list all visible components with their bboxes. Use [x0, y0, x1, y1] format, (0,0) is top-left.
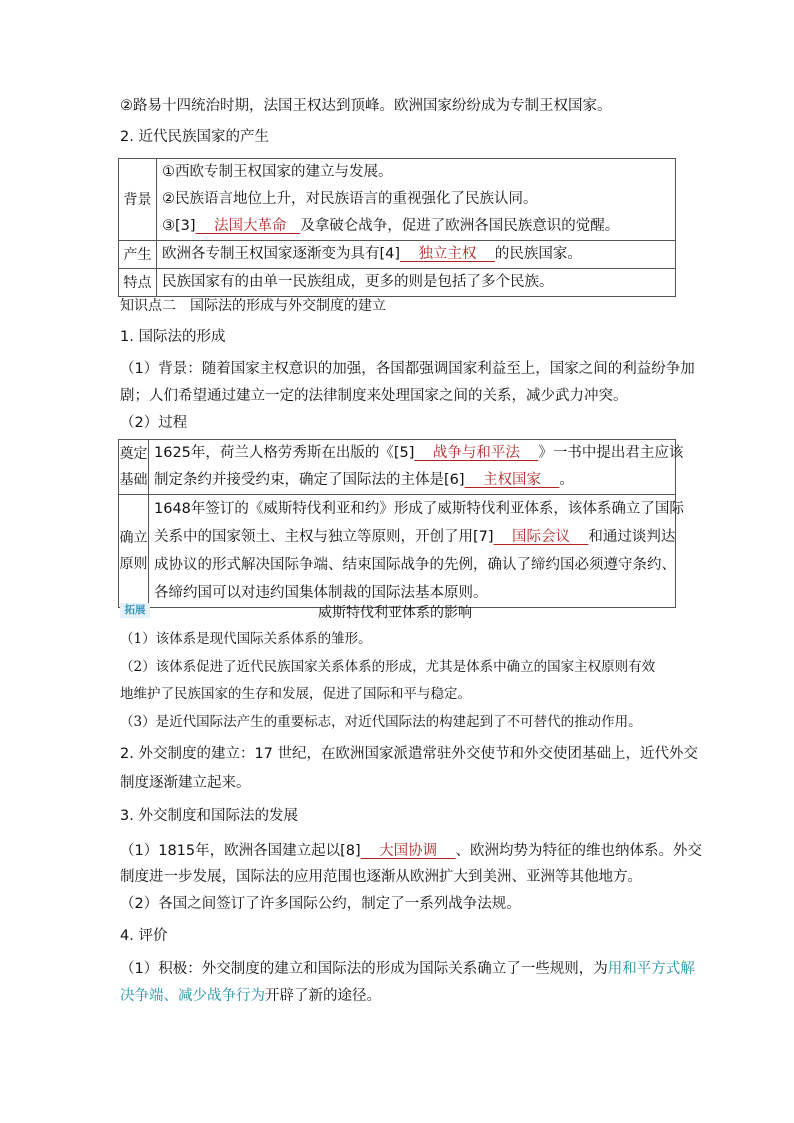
answer-blank-4: 独立主权 — [400, 246, 495, 262]
row-content-principles: 1648年签订的《威斯特伐利亚和约》形成了威斯特伐利亚体系，该体系确立了国际 关系中的国家领土、主权与独立等原则，开创了用[7] 国际会议 和通过谈判达 成协议的形式解决国际争端、结束国际战争的先例，确认了缔约国必须遵守条约、 各缔约国可以对违约国集体制裁的国际法基本原则。 — [149, 495, 676, 608]
extension-badge: 拓展 — [120, 603, 150, 618]
answer-blank-3: 法国大革命 — [195, 218, 301, 234]
national-state-table — [118, 158, 676, 297]
intro-line: ②路易十四统治时期，法国王权达到顶峰。欧洲国家纷纷成为专制王权国家。 — [120, 98, 612, 114]
knowledge-point-2-title: 知识点二 国际法的形成与外交制度的建立 — [120, 298, 386, 314]
extension-point-2-line-1: （2）该体系促进了近代民族国家关系体系的形成，尤其是体系中确立的国家主权原则有效 — [120, 659, 656, 675]
background-paragraph-line-2: 剧；人们希望通过建立一定的法律制度来处理国家之间的关系，减少武力冲突。 — [120, 388, 628, 404]
evaluation-line-2: 决争端、减少战争行为开辟了新的途径。 — [120, 988, 381, 1004]
development-point-2: （2）各国之间签订了许多国际公约，制定了一系列战争法规。 — [120, 896, 521, 912]
extension-point-1: （1）该体系是现代国际关系体系的雏形。 — [120, 631, 372, 647]
background-point-1: ①西欧专制王权国家的建立与发展。 — [162, 164, 393, 180]
highlight-text: 决争端、减少战争行为 — [120, 988, 265, 1004]
extension-point-2-line-2: 地维护了民族国家的生存和发展，促进了国际和平与稳定。 — [120, 686, 471, 702]
row-label-foundation: 奠定 基础 — [119, 440, 149, 495]
process-title: （2）过程 — [120, 415, 188, 431]
answer-blank-6: 主权国家 — [464, 472, 560, 488]
row-label-background: 背景 — [119, 159, 157, 241]
section-title-national-states: 2. 近代民族国家的产生 — [120, 129, 269, 145]
table-row — [119, 241, 676, 269]
diplomacy-section-line-2: 制度逐渐建立起来。 — [120, 775, 251, 791]
row-label-emergence: 产生 — [119, 241, 157, 269]
evaluation-line-1: （1）积极：外交制度的建立和国际法的形成为国际关系确立了一些规则，为用和平方式解 — [120, 961, 695, 977]
highlight-text: 用和平方式解 — [607, 961, 695, 977]
row-label-principles: 确立 原则 — [119, 495, 149, 608]
table-row — [119, 159, 676, 241]
section-title-development: 3. 外交制度和国际法的发展 — [120, 808, 298, 824]
row-label-features: 特点 — [119, 269, 157, 297]
background-point-3: ③[3] 法国大革命 及拿破仑战争，促进了欧洲各国民族意识的觉醒。 — [162, 218, 620, 234]
answer-blank-5: 战争与和平法 — [414, 445, 539, 461]
row-content-features: 民族国家有的由单一民族组成，更多的则是包括了多个民族。 — [157, 269, 676, 297]
table-row — [119, 269, 676, 297]
development-point-1-line-2: 制度进一步发展，国际法的应用范围也逐渐从欧洲扩大到美洲、亚洲等其他地方。 — [120, 869, 642, 885]
background-point-2: ②民族语言地位上升，对民族语言的重视强化了民族认同。 — [162, 191, 538, 207]
section-title-evaluation: 4. 评价 — [120, 928, 168, 944]
background-paragraph-line-1: （1）背景：随着国家主权意识的加强，各国都强调国家利益至上，国家之间的利益纷争加 — [120, 361, 695, 377]
section-title-international-law: 1. 国际法的形成 — [120, 329, 226, 345]
answer-blank-8: 大国协调 — [360, 843, 456, 859]
extension-title: 威斯特伐利亚体系的影响 — [318, 605, 472, 621]
row-content-foundation: 1625年，荷兰人格劳秀斯在出版的《[5] 战争与和平法 》一书中提出君主应该 制定条约并接受约束，确定了国际法的主体是[6] 主权国家 。 — [149, 440, 676, 495]
development-point-1-line-1: （1）1815年，欧洲各国建立起以[8] 大国协调 、欧洲均势为特征的维也纳体系。外交 — [120, 843, 703, 859]
row-content-emergence: 欧洲各专制王权国家逐渐变为具有[4] 独立主权 的民族国家。 — [157, 241, 676, 269]
row-content-background — [157, 159, 676, 241]
table-row — [119, 495, 676, 608]
answer-blank-7: 国际会议 — [493, 529, 589, 545]
extension-point-3: （3）是近代国际法产生的重要标志，对近代国际法的构建起到了不可替代的推动作用。 — [120, 714, 642, 730]
diplomacy-section-line-1: 2. 外交制度的建立：17 世纪，在欧洲国家派遣常驻外交使节和外交使团基础上，近代外交 — [120, 746, 698, 762]
table-row — [119, 440, 676, 495]
process-table — [118, 439, 684, 608]
